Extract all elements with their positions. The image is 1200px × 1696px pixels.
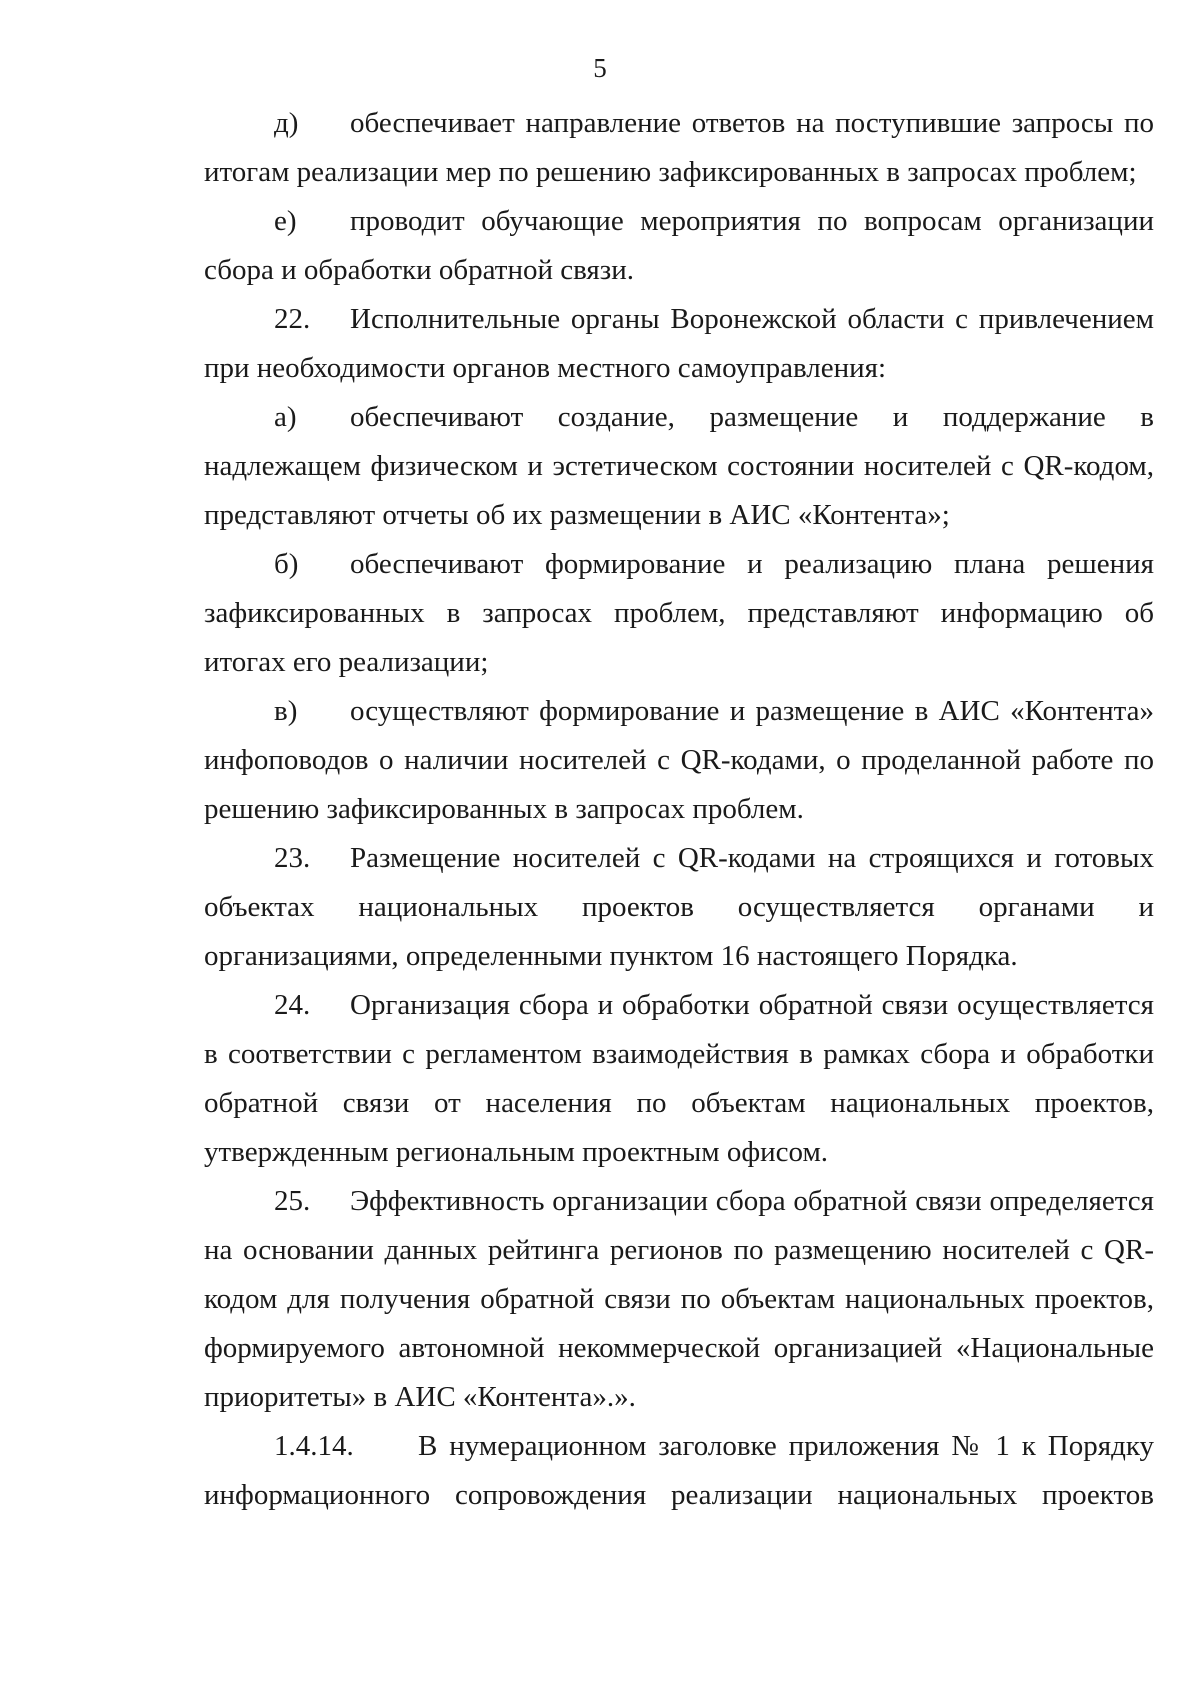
item-label: в) bbox=[274, 695, 298, 727]
document-body bbox=[204, 99, 1154, 1520]
paragraph-a bbox=[204, 393, 1154, 540]
item-label: 24. bbox=[274, 989, 311, 1021]
item-label: д) bbox=[274, 107, 299, 139]
item-label: 1.4.14. bbox=[274, 1430, 354, 1462]
paragraph-25 bbox=[204, 1177, 1154, 1422]
paragraph-text: проводит обучающие мероприятия по вопросам организации сбора и обработки обратной связи. bbox=[204, 205, 1154, 286]
paragraph-v bbox=[204, 687, 1154, 834]
paragraph-text: осуществляют формирование и размещение в АИС «Контента» инфоповодов о наличии носителей с QR-кодами, о проделанной работе по решению зафиксированных в запросах проблем. bbox=[204, 695, 1154, 825]
item-label: 22. bbox=[274, 303, 311, 335]
item-label: б) bbox=[274, 548, 299, 580]
paragraph-text: обеспечивают формирование и реализацию плана решения зафиксированных в запросах проблем, представляют информацию об итогах его реализации; bbox=[204, 548, 1154, 678]
paragraph-22 bbox=[204, 295, 1154, 393]
paragraph-d bbox=[204, 99, 1154, 197]
paragraph-text: Организация сбора и обработки обратной связи осуществляется в соответствии с регламентом взаимодействия в рамках сбора и обработки обратной связи от населения по объектам национальных проектов, утвержденным региональным проектным офисом. bbox=[204, 989, 1154, 1168]
paragraph-e bbox=[204, 197, 1154, 295]
paragraph-text: Размещение носителей с QR-кодами на строящихся и готовых объектах национальных проектов осуществляется органами и организациями, определенными пунктом 16 настоящего Порядка. bbox=[204, 842, 1154, 972]
paragraph-text: Эффективность организации сбора обратной связи определяется на основании данных рейтинга регионов по размещению носителей с QR-кодом для получения обратной связи по объектам национальных проектов, формируемого автономной некоммерческой организацией «Национальные приоритеты» в АИС «Контента».». bbox=[204, 1185, 1154, 1413]
paragraph-23 bbox=[204, 834, 1154, 981]
item-label: 25. bbox=[274, 1185, 311, 1217]
paragraph-text: Исполнительные органы Воронежской области с привлечением при необходимости органов местного самоуправления: bbox=[204, 303, 1154, 384]
paragraph-1-4-14 bbox=[204, 1422, 1154, 1520]
item-label: е) bbox=[274, 205, 297, 237]
page-number: 5 bbox=[593, 53, 607, 83]
paragraph-24 bbox=[204, 981, 1154, 1177]
paragraph-text: В нумерационном заголовке приложения № 1 к Порядку информационного сопровождения реализации национальных проектов bbox=[204, 1430, 1154, 1511]
paragraph-text: обеспечивают создание, размещение и поддержание в надлежащем физическом и эстетическом состоянии носителей с QR-кодом, представляют отчеты об их размещении в АИС «Контента»; bbox=[204, 401, 1154, 531]
item-label: а) bbox=[274, 401, 297, 433]
paragraph-b bbox=[204, 540, 1154, 687]
paragraph-text: обеспечивает направление ответов на поступившие запросы по итогам реализации мер по решению зафиксированных в запросах проблем; bbox=[204, 107, 1154, 188]
item-label: 23. bbox=[274, 842, 311, 874]
